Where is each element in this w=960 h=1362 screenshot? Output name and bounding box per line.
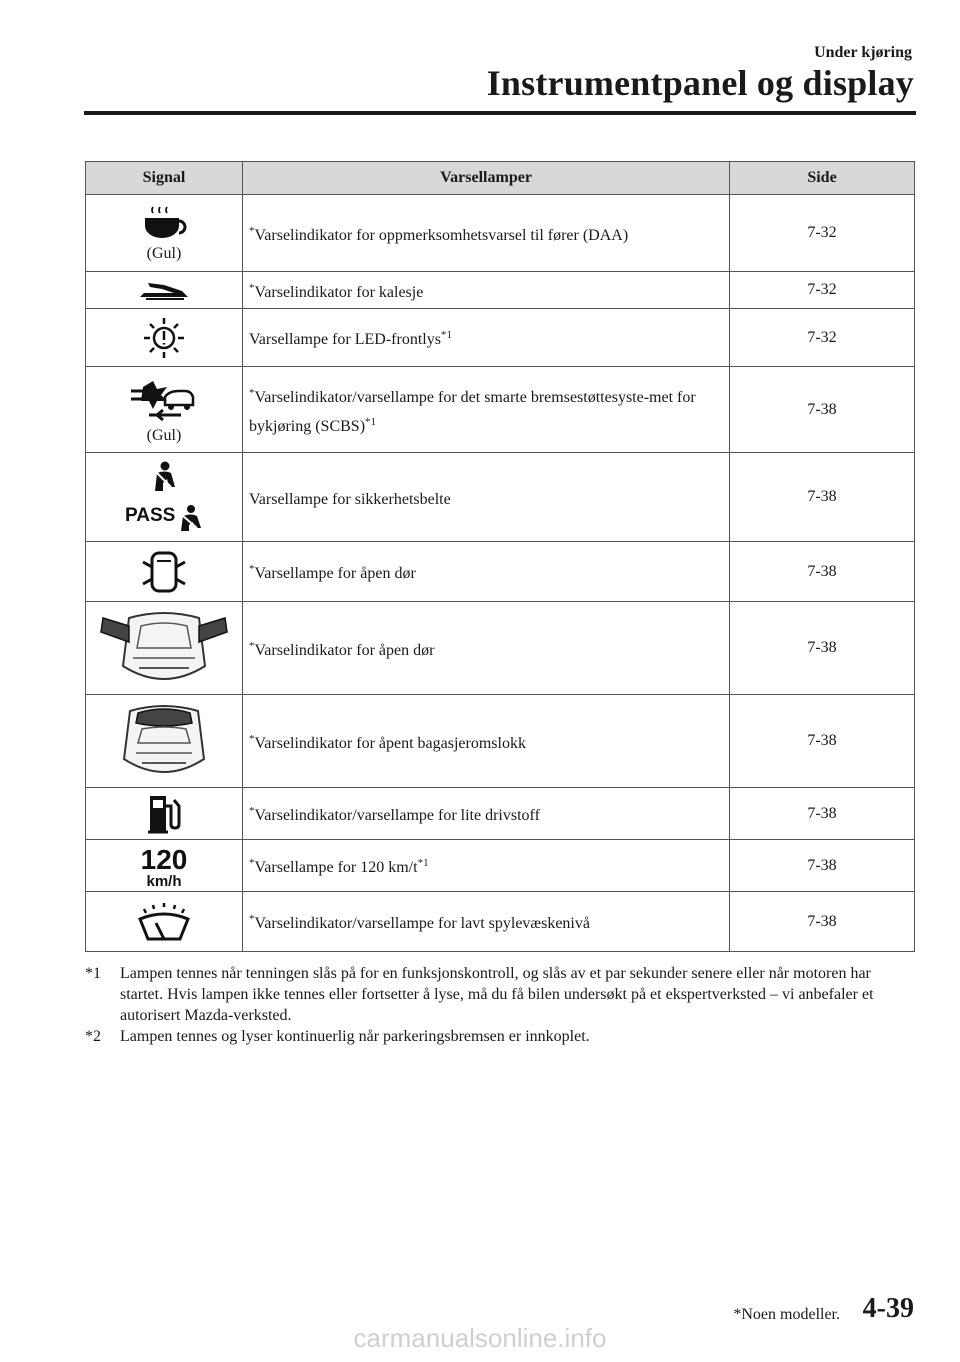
table-header-row	[86, 162, 915, 195]
model-note: *Noen modeller.	[733, 1306, 840, 1323]
table-row	[86, 695, 915, 788]
table-row	[86, 542, 915, 602]
footnotes	[85, 963, 885, 1047]
description-text: Varsellampe for sikkerhetsbelte	[249, 490, 451, 508]
table-row	[86, 367, 915, 453]
signal-cell	[86, 542, 243, 602]
footnote-ref: *1	[365, 415, 377, 428]
table-row	[86, 453, 915, 542]
description-cell	[243, 272, 730, 309]
footnote	[85, 1026, 885, 1047]
footnote-ref: *1	[440, 329, 452, 341]
page-ref: 7-38	[730, 367, 915, 453]
signal-cell	[86, 892, 243, 952]
column-header-signal: Signal	[86, 162, 243, 195]
table-row	[86, 840, 915, 892]
description-cell	[243, 309, 730, 367]
description-cell	[243, 195, 730, 272]
description-text: Varsellampe for åpen dør	[254, 565, 416, 582]
page-ref: 7-32	[730, 272, 915, 309]
footnote-mark: *2	[85, 1028, 101, 1045]
column-header-warning-lights: Varsellamper	[243, 162, 730, 195]
signal-cell	[86, 309, 243, 367]
footnote-mark: *1	[85, 965, 101, 982]
car-doors-open-icon	[86, 606, 242, 690]
signal-cell	[86, 367, 243, 453]
page-ref: 7-38	[730, 453, 915, 542]
section-label: Under kjøring	[814, 44, 912, 61]
footnote-text: Lampen tennes og lyser kontinuerlig når parkeringsbremsen er innkoplet.	[120, 1028, 590, 1045]
page-ref: 7-38	[730, 892, 915, 952]
model-asterisk: *	[249, 224, 255, 237]
seatbelt-pass-label: PASS	[125, 505, 176, 526]
model-asterisk: *	[249, 805, 255, 817]
footnote-text: Lampen tennes når tenningen slås på for en funksjonskontroll, og slås av et par sekunder senere eller når motoren har startet. Hvis lampen ikke tennes eller fortsetter å lyse, må du få bilen undersøkt på et ekspertverksted – vi anbefaler et autorisert Mazda-verksted.	[120, 965, 874, 1024]
description-text: Varsellampe for 120 km/t	[254, 859, 418, 876]
description-text: Varselindikator for oppmerksomhetsvarsel til fører (DAA)	[254, 226, 629, 244]
table-row	[86, 602, 915, 695]
car-trunk-open-icon	[86, 699, 242, 783]
warning-lights-table	[85, 161, 915, 952]
model-asterisk: *	[249, 732, 255, 745]
driver-attention-coffee-icon	[86, 203, 242, 243]
table-row	[86, 272, 915, 309]
page-ref: 7-38	[730, 602, 915, 695]
signal-cell	[86, 602, 243, 695]
description-text: Varselindikator/varsellampe for det smarte bremsestøttesyste-met for bykjøring (SCBS)	[249, 388, 696, 435]
column-header-page: Side	[730, 162, 915, 195]
signal-cell	[86, 695, 243, 788]
description-text: Varselindikator for kalesje	[254, 283, 424, 301]
speed-120-unit: km/h	[146, 872, 182, 889]
header-divider	[84, 111, 916, 115]
model-asterisk: *	[249, 563, 255, 575]
watermark: carmanualsonline.info	[353, 1323, 607, 1353]
smart-brake-support-icon	[86, 375, 242, 425]
model-asterisk: *	[249, 913, 255, 925]
page-ref: 7-32	[730, 195, 915, 272]
signal-caption: (Gul)	[146, 426, 182, 444]
speed-120-number: 120	[140, 843, 188, 875]
page-ref: 7-38	[730, 695, 915, 788]
description-cell	[243, 788, 730, 840]
description-text: Varselindikator/varsellampe for lite drivstoff	[254, 807, 540, 824]
fuel-pump-icon	[86, 792, 242, 836]
page-title: Instrumentpanel og display	[486, 63, 914, 103]
table-row	[86, 788, 915, 840]
description-cell	[243, 695, 730, 788]
signal-cell	[86, 840, 243, 892]
description-cell	[243, 453, 730, 542]
seatbelt-icon	[86, 459, 242, 535]
description-cell	[243, 892, 730, 952]
washer-fluid-icon	[86, 899, 242, 945]
model-asterisk: *	[249, 281, 255, 294]
page-number: 4-39	[862, 1293, 914, 1324]
page-ref: 7-38	[730, 788, 915, 840]
table-row	[86, 309, 915, 367]
signal-cell	[86, 195, 243, 272]
signal-cell	[86, 453, 243, 542]
door-open-icon	[86, 547, 242, 597]
footnote-ref: *1	[417, 857, 429, 869]
signal-caption: (Gul)	[146, 245, 182, 262]
model-asterisk: *	[249, 639, 255, 652]
description-text: Varsellampe for LED-frontlys	[249, 331, 441, 348]
signal-cell	[86, 272, 243, 309]
table-row	[86, 195, 915, 272]
led-headlight-icon	[86, 316, 242, 360]
description-cell	[243, 602, 730, 695]
page-ref: 7-38	[730, 840, 915, 892]
footnote	[85, 963, 885, 1026]
page-ref: 7-38	[730, 542, 915, 602]
description-text: Varselindikator for åpent bagasjeromslokk	[254, 734, 526, 752]
signal-cell	[86, 788, 243, 840]
description-cell	[243, 840, 730, 892]
speed-120-icon	[86, 843, 242, 889]
description-cell	[243, 542, 730, 602]
description-text: Varselindikator for åpen dør	[254, 641, 435, 659]
table-row	[86, 892, 915, 952]
description-cell	[243, 367, 730, 453]
convertible-top-icon	[86, 279, 242, 301]
model-asterisk: *	[249, 386, 255, 399]
description-text: Varselindikator/varsellampe for lavt spylevæskenivå	[254, 915, 590, 932]
model-asterisk: *	[249, 857, 255, 869]
page-ref: 7-32	[730, 309, 915, 367]
